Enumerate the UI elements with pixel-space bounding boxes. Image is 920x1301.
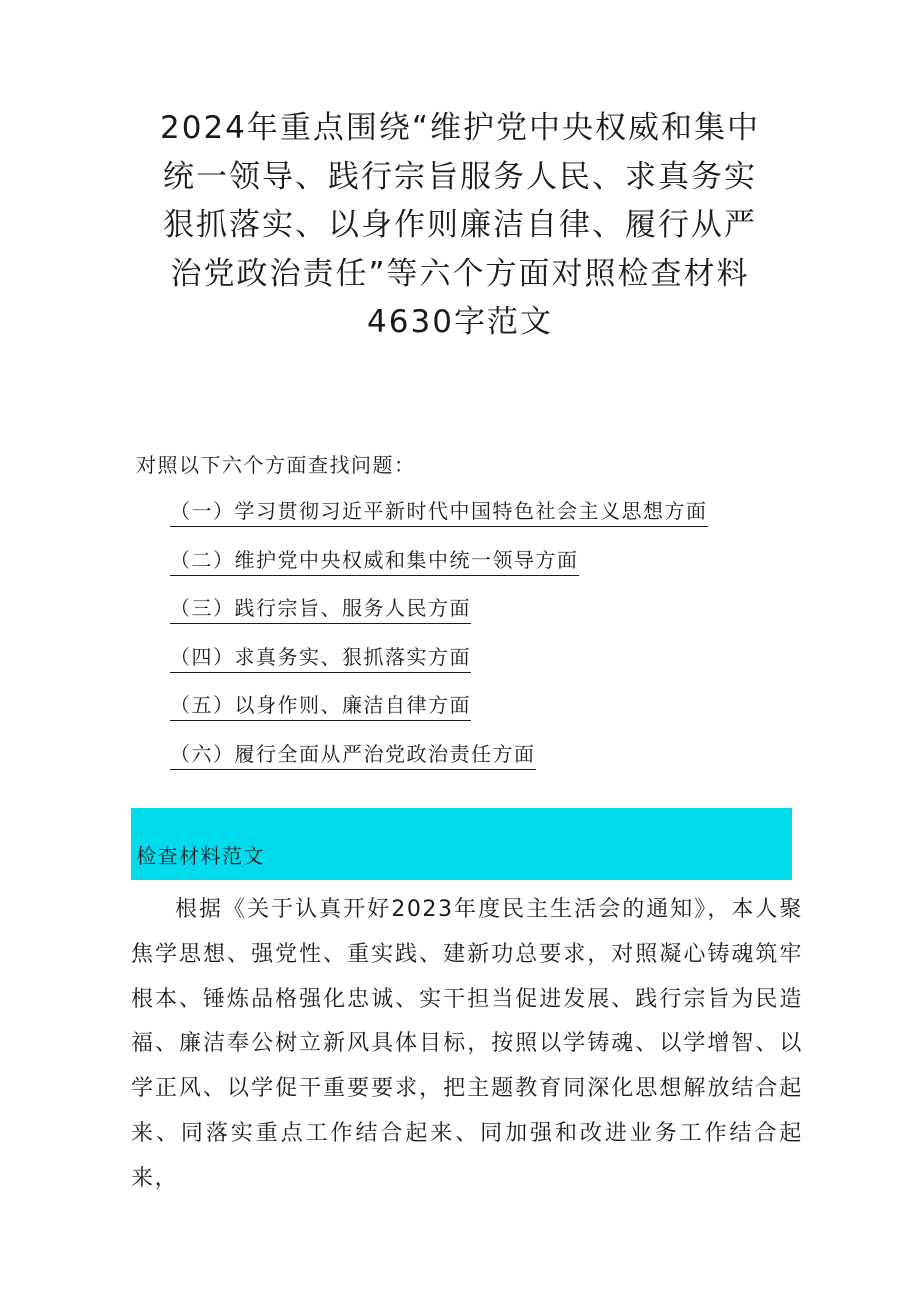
section-heading: 检查材料范文 — [136, 844, 265, 868]
list-item — [170, 546, 708, 595]
aspect-item-2: （二）维护党中央权威和集中统一领导方面 — [170, 546, 579, 576]
intro-text: 对照以下六个方面查找问题： — [136, 453, 416, 477]
aspect-list — [170, 497, 708, 789]
document-title: 2024年重点围绕“维护党中央权威和集中统一领导、践行宗旨服务人民、求真务实狠抓落实、以身作则廉洁自律、履行从严治党政治责任”等六个方面对照检查材料4630字范文 — [160, 110, 760, 340]
body-paragraph: 根据《关于认真开好2023年度民主生活会的通知》，本人聚焦学思想、强党性、重实践、建新功总要求，对照凝心铸魂筑牢根本、锤炼品格强化忠诚、实干担当促进发展、践行宗旨为民造福、廉洁奉公树立新风具体目标，按照以学铸魂、以学增智、以学正风、以学促干重要要求，把主题教育同深化思想解放结合起来、同落实重点工作结合起来、同加强和改进业务工作结合起来， — [131, 897, 803, 1191]
aspect-item-4: （四）求真务实、狠抓落实方面 — [170, 643, 471, 673]
aspect-item-5: （五）以身作则、廉洁自律方面 — [170, 691, 471, 721]
list-item — [170, 643, 708, 692]
list-item — [170, 497, 708, 546]
aspect-item-6: （六）履行全面从严治党政治责任方面 — [170, 740, 536, 770]
list-item — [170, 691, 708, 740]
aspect-item-1: （一）学习贯彻习近平新时代中国特色社会主义思想方面 — [170, 497, 708, 527]
list-item — [170, 740, 708, 789]
aspect-item-3: （三）践行宗旨、服务人民方面 — [170, 594, 471, 624]
section-banner — [131, 808, 792, 880]
list-item — [170, 594, 708, 643]
